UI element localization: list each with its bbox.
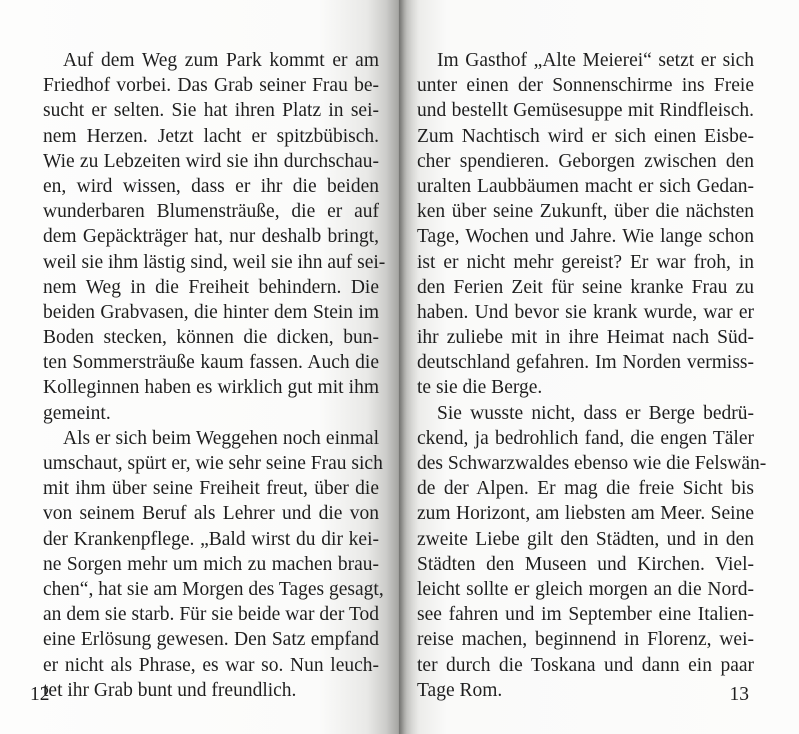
text-line: Als er sich beim Weggehen noch einmal — [63, 427, 379, 449]
text-line: ter durch die Toskana und dann ein paar — [417, 654, 754, 676]
right-page-text — [417, 48, 767, 703]
text-line: wunderbaren Blumensträuße, die er auf — [43, 201, 379, 223]
text-line: und bestellt Gemüsesuppe mit Rindfleisch. — [417, 100, 754, 122]
text-line: Auf dem Weg zum Park kommt er am — [63, 50, 379, 71]
text-line: Tage, Wochen und Jahre. Wie lange schon — [417, 226, 754, 248]
text-line: Tage Rom. — [417, 679, 503, 701]
text-line: er nicht als Phrase, es war so. Nun leuch- — [43, 654, 379, 676]
text-line: Wie zu Lebzeiten wird sie ihn durchschau- — [43, 150, 379, 172]
text-line: zum Horizont, am liebsten am Meer. Seine — [417, 503, 754, 525]
text-line: ken über seine Zukunft, über die nächsten — [417, 201, 754, 223]
text-line: Friedhof vorbei. Das Grab seiner Frau be- — [43, 75, 379, 97]
text-line: reise machen, beginnend in Florenz, wei- — [417, 629, 754, 651]
book-gutter-shadow — [386, 0, 412, 734]
text-line: cher spendieren. Geborgen zwischen den — [417, 150, 754, 172]
text-line: en, wird wissen, dass er ihr die beiden — [43, 175, 379, 197]
text-line: ihr zuliebe mit in ihre Heimat nach Süd- — [417, 327, 754, 349]
text-line: ist er nicht mehr gereist? Er war froh, in — [417, 251, 754, 273]
text-line: leicht sollte er gleich morgen an die Nord- — [417, 578, 754, 600]
text-line: dem Gepäckträger hat, nur deshalb bringt, — [43, 226, 379, 248]
text-line: ne Sorgen mehr um mich zu machen brau- — [43, 553, 379, 575]
text-line: te sie die Berge. — [417, 377, 543, 399]
text-line: nem Weg in die Freiheit behindern. Die — [43, 276, 379, 298]
text-line: Zum Nachtisch wird er sich einen Eisbe- — [417, 125, 754, 147]
text-line: uralten Laubbäumen macht er sich Gedan- — [417, 175, 754, 197]
text-line: nem Herzen. Jetzt lacht er spitzbübisch. — [43, 125, 379, 147]
text-line: tet ihr Grab bunt und freundlich. — [43, 679, 297, 701]
text-line: unter einen der Sonnenschirme ins Freie — [417, 75, 754, 97]
right-page-number: 13 — [729, 684, 749, 705]
text-line: eine Erlösung gewesen. Den Satz empfand — [43, 629, 379, 651]
text-line: mit ihm über seine Freiheit freut, über die — [43, 478, 379, 500]
text-line: von seinem Beruf als Lehrer und die von — [43, 503, 379, 525]
text-line: deutschland gefahren. Im Norden vermiss- — [417, 352, 754, 374]
text-line: weil sie ihm lästig sind, weil sie ihn auf sei- — [43, 251, 386, 273]
text-line: Boden stecken, können die dicken, bun- — [43, 327, 379, 349]
text-line: Im Gasthof „Alte Meierei“ setzt er sich — [437, 50, 754, 71]
text-line: sucht er selten. Sie hat ihren Platz in sei- — [43, 100, 379, 122]
text-line: chen“, hat sie am Morgen des Tages gesagt, — [43, 578, 384, 600]
text-line: see fahren und im September eine Italien- — [417, 604, 754, 626]
text-line: ten Sommersträuße kaum fassen. Auch die — [43, 352, 379, 374]
text-line: gemeint. — [43, 402, 111, 424]
right-page — [399, 0, 799, 734]
left-page-text — [43, 48, 386, 703]
text-line: Städten den Museen und Kirchen. Viel- — [417, 553, 754, 575]
text-line: Kolleginnen haben es wirklich gut mit ihm — [43, 377, 379, 399]
left-page — [0, 0, 399, 734]
text-line: den Ferien Zeit für seine kranke Frau zu — [417, 276, 754, 298]
text-line: umschaut, spürt er, wie sehr seine Frau sich — [43, 453, 383, 474]
text-line: de der Alpen. Er mag die freie Sicht bis — [417, 478, 754, 500]
left-page-number: 12 — [30, 684, 50, 705]
text-line: beiden Grabvasen, die hinter dem Stein im — [43, 301, 379, 323]
text-line: an dem sie starb. Für sie beide war der Tod — [43, 604, 379, 626]
text-line: der Krankenpflege. „Bald wirst du dir kei- — [43, 528, 379, 550]
text-line: haben. Und bevor sie krank wurde, war er — [417, 301, 754, 323]
text-line: ckend, ja bedrohlich fand, die engen Täler — [417, 427, 754, 449]
text-line: Sie wusste nicht, dass er Berge bedrü- — [437, 402, 754, 424]
text-line: des Schwarzwaldes ebenso wie die Felswän- — [417, 453, 767, 474]
text-line: zweite Liebe gilt den Städten, und in den — [417, 528, 754, 550]
